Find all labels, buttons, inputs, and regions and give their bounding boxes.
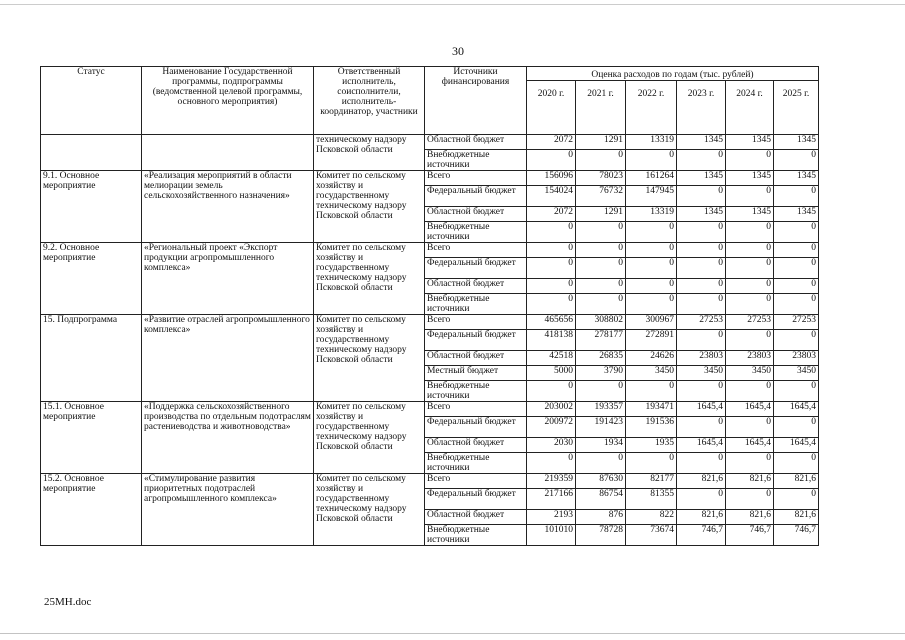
scan-edge-bottom xyxy=(0,633,905,634)
name-cell: «Поддержка сельскохозяйственного производства по отдельным подотраслям растениеводства и животноводства» xyxy=(142,402,314,474)
value-cell: 0 xyxy=(774,294,819,315)
value-cell: 0 xyxy=(527,258,576,279)
header-year: 2020 г. xyxy=(527,81,576,135)
value-cell: 13319 xyxy=(626,207,677,222)
source-cell: Областной бюджет xyxy=(425,510,527,525)
value-cell: 0 xyxy=(576,258,626,279)
value-cell: 0 xyxy=(774,258,819,279)
value-cell: 0 xyxy=(576,243,626,258)
value-cell: 76732 xyxy=(576,186,626,207)
source-cell: Федеральный бюджет xyxy=(425,330,527,351)
value-cell: 0 xyxy=(726,489,774,510)
value-cell: 27253 xyxy=(774,315,819,330)
table-row xyxy=(41,135,819,150)
value-cell: 272891 xyxy=(626,330,677,351)
value-cell: 0 xyxy=(726,258,774,279)
value-cell: 0 xyxy=(527,294,576,315)
value-cell: 1645,4 xyxy=(677,438,726,453)
value-cell: 0 xyxy=(677,279,726,294)
status-cell: 9.2. Основное мероприятие xyxy=(41,243,142,315)
status-cell: 9.1. Основное мероприятие xyxy=(41,171,142,243)
value-cell: 0 xyxy=(677,417,726,438)
table-row xyxy=(41,171,819,186)
value-cell: 191536 xyxy=(626,417,677,438)
value-cell: 0 xyxy=(527,381,576,402)
value-cell: 87630 xyxy=(576,474,626,489)
value-cell: 1345 xyxy=(726,171,774,186)
status-cell: 15. Подпрограмма xyxy=(41,315,142,402)
status-cell: 15.2. Основное мероприятие xyxy=(41,474,142,546)
value-cell: 42518 xyxy=(527,351,576,366)
value-cell: 0 xyxy=(527,279,576,294)
value-cell: 24626 xyxy=(626,351,677,366)
value-cell: 23803 xyxy=(774,351,819,366)
value-cell: 1935 xyxy=(626,438,677,453)
source-cell: Федеральный бюджет xyxy=(425,417,527,438)
value-cell: 1345 xyxy=(677,171,726,186)
header-executor: Ответственный исполнитель, соисполнители, исполнитель-координатор, участники xyxy=(314,67,425,135)
footer-filename: 25MH.doc xyxy=(44,596,92,608)
value-cell: 0 xyxy=(626,150,677,171)
value-cell: 0 xyxy=(774,150,819,171)
name-cell xyxy=(142,135,314,171)
value-cell: 0 xyxy=(726,381,774,402)
value-cell: 86754 xyxy=(576,489,626,510)
value-cell: 193471 xyxy=(626,402,677,417)
value-cell: 0 xyxy=(626,453,677,474)
header-year: 2021 г. xyxy=(576,81,626,135)
value-cell: 1345 xyxy=(774,135,819,150)
status-cell xyxy=(41,135,142,171)
value-cell: 0 xyxy=(677,186,726,207)
value-cell: 0 xyxy=(774,417,819,438)
value-cell: 3450 xyxy=(626,366,677,381)
value-cell: 0 xyxy=(576,381,626,402)
value-cell: 1345 xyxy=(774,207,819,222)
value-cell: 0 xyxy=(527,222,576,243)
value-cell: 0 xyxy=(774,243,819,258)
value-cell: 161264 xyxy=(626,171,677,186)
value-cell: 0 xyxy=(677,294,726,315)
value-cell: 0 xyxy=(726,243,774,258)
value-cell: 23803 xyxy=(726,351,774,366)
value-cell: 191423 xyxy=(576,417,626,438)
value-cell: 0 xyxy=(677,489,726,510)
source-cell: Внебюджетные источники xyxy=(425,222,527,243)
value-cell: 821,6 xyxy=(726,510,774,525)
value-cell: 1645,4 xyxy=(774,438,819,453)
value-cell: 821,6 xyxy=(726,474,774,489)
value-cell: 0 xyxy=(677,258,726,279)
value-cell: 278177 xyxy=(576,330,626,351)
value-cell: 78728 xyxy=(576,525,626,546)
value-cell: 0 xyxy=(626,243,677,258)
status-cell: 15.1. Основное мероприятие xyxy=(41,402,142,474)
value-cell: 0 xyxy=(576,222,626,243)
table-row xyxy=(41,402,819,417)
value-cell: 0 xyxy=(677,150,726,171)
header-status: Статус xyxy=(41,67,142,135)
value-cell: 217166 xyxy=(527,489,576,510)
value-cell: 0 xyxy=(626,258,677,279)
value-cell: 0 xyxy=(677,330,726,351)
source-cell: Федеральный бюджет xyxy=(425,258,527,279)
value-cell: 0 xyxy=(726,330,774,351)
value-cell: 0 xyxy=(677,243,726,258)
executor-cell: Комитет по сельскому хозяйству и государственному техническому надзору Псковской области xyxy=(314,402,425,474)
value-cell: 27253 xyxy=(677,315,726,330)
value-cell: 0 xyxy=(774,453,819,474)
name-cell: «Региональный проект «Экспорт продукции агропромышленного комплекса» xyxy=(142,243,314,315)
value-cell: 78023 xyxy=(576,171,626,186)
table-row xyxy=(41,243,819,258)
value-cell: 2193 xyxy=(527,510,576,525)
value-cell: 13319 xyxy=(626,135,677,150)
value-cell: 3450 xyxy=(726,366,774,381)
table-header xyxy=(41,67,819,135)
table-row xyxy=(41,315,819,330)
value-cell: 82177 xyxy=(626,474,677,489)
value-cell: 219359 xyxy=(527,474,576,489)
table-row xyxy=(41,474,819,489)
value-cell: 746,7 xyxy=(677,525,726,546)
header-year: 2022 г. xyxy=(626,81,677,135)
value-cell: 0 xyxy=(774,186,819,207)
executor-cell: техническому надзору Псковской области xyxy=(314,135,425,171)
source-cell: Внебюджетные источники xyxy=(425,294,527,315)
source-cell: Всего xyxy=(425,315,527,330)
scan-edge-top xyxy=(0,4,905,5)
value-cell: 23803 xyxy=(677,351,726,366)
value-cell: 2072 xyxy=(527,207,576,222)
value-cell: 154024 xyxy=(527,186,576,207)
header-estimate: Оценка расходов по годам (тыс. рублей) xyxy=(527,67,819,81)
source-cell: Федеральный бюджет xyxy=(425,489,527,510)
value-cell: 821,6 xyxy=(774,474,819,489)
value-cell: 2072 xyxy=(527,135,576,150)
value-cell: 156096 xyxy=(527,171,576,186)
value-cell: 3790 xyxy=(576,366,626,381)
source-cell: Областной бюджет xyxy=(425,438,527,453)
source-cell: Местный бюджет xyxy=(425,366,527,381)
value-cell: 1645,4 xyxy=(726,402,774,417)
value-cell: 0 xyxy=(576,294,626,315)
value-cell: 0 xyxy=(774,279,819,294)
value-cell: 1345 xyxy=(726,207,774,222)
value-cell: 0 xyxy=(726,417,774,438)
executor-cell: Комитет по сельскому хозяйству и государственному техническому надзору Псковской области xyxy=(314,243,425,315)
executor-cell: Комитет по сельскому хозяйству и государственному техническому надзору Псковской области xyxy=(314,171,425,243)
header-sources: Источники финансирования xyxy=(425,67,527,135)
value-cell: 0 xyxy=(726,294,774,315)
value-cell: 203002 xyxy=(527,402,576,417)
value-cell: 821,6 xyxy=(677,510,726,525)
source-cell: Внебюджетные источники xyxy=(425,525,527,546)
value-cell: 0 xyxy=(576,453,626,474)
budget-table xyxy=(40,66,819,546)
value-cell: 0 xyxy=(527,243,576,258)
source-cell: Областной бюджет xyxy=(425,351,527,366)
source-cell: Внебюджетные источники xyxy=(425,381,527,402)
value-cell: 0 xyxy=(527,150,576,171)
value-cell: 0 xyxy=(774,489,819,510)
value-cell: 0 xyxy=(626,279,677,294)
executor-cell: Комитет по сельскому хозяйству и государственному техническому надзору Псковской области xyxy=(314,474,425,546)
value-cell: 0 xyxy=(677,453,726,474)
executor-cell: Комитет по сельскому хозяйству и государственному техническому надзору Псковской области xyxy=(314,315,425,402)
value-cell: 0 xyxy=(726,150,774,171)
value-cell: 3450 xyxy=(774,366,819,381)
value-cell: 300967 xyxy=(626,315,677,330)
source-cell: Федеральный бюджет xyxy=(425,186,527,207)
value-cell: 1645,4 xyxy=(726,438,774,453)
table-body xyxy=(41,135,819,546)
value-cell: 26835 xyxy=(576,351,626,366)
value-cell: 0 xyxy=(677,222,726,243)
value-cell: 821,6 xyxy=(677,474,726,489)
value-cell: 0 xyxy=(726,453,774,474)
value-cell: 1934 xyxy=(576,438,626,453)
value-cell: 308802 xyxy=(576,315,626,330)
source-cell: Областной бюджет xyxy=(425,279,527,294)
value-cell: 0 xyxy=(576,279,626,294)
source-cell: Внебюджетные источники xyxy=(425,150,527,171)
value-cell: 3450 xyxy=(677,366,726,381)
value-cell: 0 xyxy=(576,150,626,171)
value-cell: 746,7 xyxy=(726,525,774,546)
value-cell: 0 xyxy=(626,294,677,315)
value-cell: 1645,4 xyxy=(677,402,726,417)
value-cell: 2030 xyxy=(527,438,576,453)
value-cell: 822 xyxy=(626,510,677,525)
header-year: 2024 г. xyxy=(726,81,774,135)
value-cell: 73674 xyxy=(626,525,677,546)
value-cell: 0 xyxy=(626,222,677,243)
value-cell: 0 xyxy=(527,453,576,474)
value-cell: 193357 xyxy=(576,402,626,417)
source-cell: Внебюджетные источники xyxy=(425,453,527,474)
value-cell: 0 xyxy=(677,381,726,402)
value-cell: 0 xyxy=(726,186,774,207)
source-cell: Всего xyxy=(425,474,527,489)
value-cell: 200972 xyxy=(527,417,576,438)
value-cell: 0 xyxy=(726,279,774,294)
header-name: Наименование Государственной программы, подпрограммы (ведомственной целевой программы, основного мероприятия) xyxy=(142,67,314,135)
value-cell: 147945 xyxy=(626,186,677,207)
value-cell: 746,7 xyxy=(774,525,819,546)
value-cell: 1345 xyxy=(774,171,819,186)
value-cell: 0 xyxy=(726,222,774,243)
page-number: 30 xyxy=(452,44,464,58)
name-cell: «Развитие отраслей агропромышленного комплекса» xyxy=(142,315,314,402)
value-cell: 1291 xyxy=(576,207,626,222)
value-cell: 465656 xyxy=(527,315,576,330)
value-cell: 27253 xyxy=(726,315,774,330)
value-cell: 821,6 xyxy=(774,510,819,525)
value-cell: 0 xyxy=(774,222,819,243)
value-cell: 1345 xyxy=(726,135,774,150)
value-cell: 418138 xyxy=(527,330,576,351)
value-cell: 876 xyxy=(576,510,626,525)
header-year: 2025 г. xyxy=(774,81,819,135)
source-cell: Всего xyxy=(425,402,527,417)
value-cell: 0 xyxy=(774,330,819,351)
name-cell: «Стимулирование развития приоритетных подотраслей агропромышленного комплекса» xyxy=(142,474,314,546)
source-cell: Областной бюджет xyxy=(425,207,527,222)
header-year: 2023 г. xyxy=(677,81,726,135)
value-cell: 101010 xyxy=(527,525,576,546)
source-cell: Всего xyxy=(425,171,527,186)
source-cell: Областной бюджет xyxy=(425,135,527,150)
value-cell: 1645,4 xyxy=(774,402,819,417)
source-cell: Всего xyxy=(425,243,527,258)
value-cell: 1345 xyxy=(677,207,726,222)
value-cell: 0 xyxy=(774,381,819,402)
value-cell: 1291 xyxy=(576,135,626,150)
name-cell: «Реализация мероприятий в области мелиорации земель сельскохозяйственного назначения» xyxy=(142,171,314,243)
value-cell: 81355 xyxy=(626,489,677,510)
value-cell: 0 xyxy=(626,381,677,402)
value-cell: 5000 xyxy=(527,366,576,381)
value-cell: 1345 xyxy=(677,135,726,150)
